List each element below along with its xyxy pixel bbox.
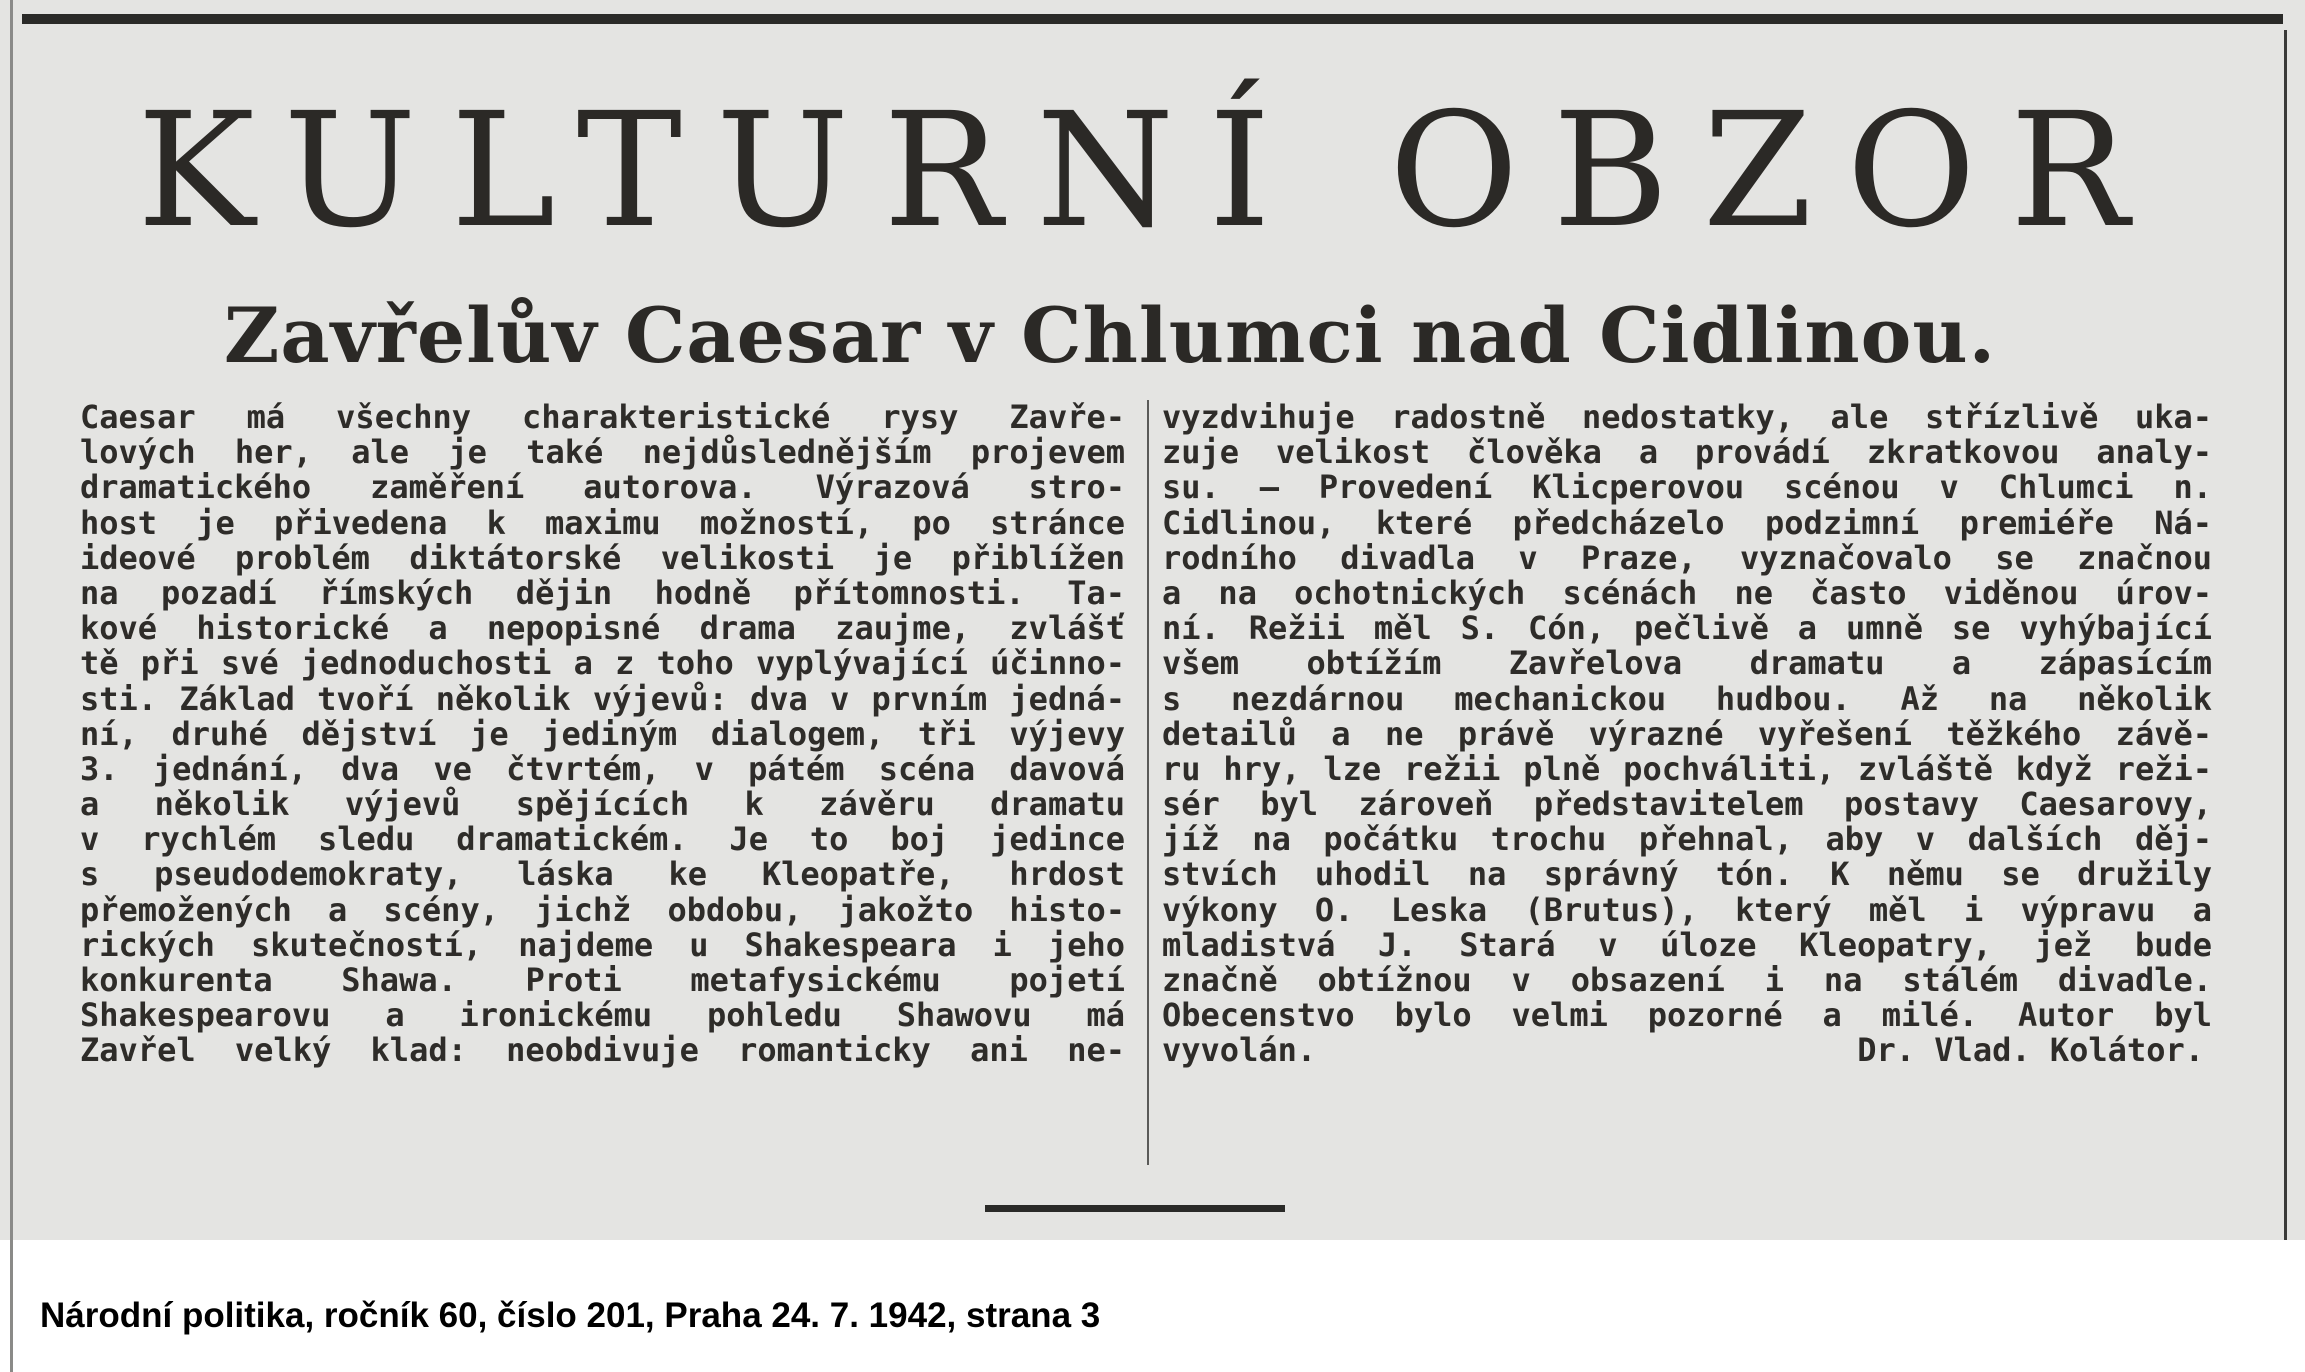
text-line: sér byl zároveň představitelem postavy Caesarovy,: [1162, 785, 2212, 824]
article-column-left: [80, 400, 1125, 1069]
text-line: dramatického zaměření autorova. Výrazová stro-: [80, 468, 1125, 507]
source-caption: Národní politika, ročník 60, číslo 201, Praha 24. 7. 1942, strana 3: [40, 1296, 1101, 1335]
text-line: rodního divadla v Praze, vyznačovalo se značnou: [1162, 538, 2212, 577]
text-line: ní. Režii měl S. Cón, pečlivě a umně se vyhýbající: [1162, 609, 2212, 648]
text-line: su. — Provedení Klicperovou scénou v Chlumci n.: [1162, 468, 2212, 507]
text-line: s pseudodemokraty, láska ke Kleopatře, hrdost: [80, 855, 1125, 894]
text-line: 3. jednání, dva ve čtvrtém, v pátém scéna davová: [80, 749, 1125, 788]
text-line: přemožených a scény, jichž obdobu, jakožto histo-: [80, 890, 1125, 929]
text-line: sti. Základ tvoří několik výjevů: dva v prvním jedná-: [80, 679, 1125, 718]
text-line: tě při své jednoduchosti a z toho vyplývající účinno-: [80, 644, 1125, 683]
text-line: ní, druhé dějství je jediným dialogem, tři výjevy: [80, 714, 1125, 753]
author-signature: Dr. Vlad. Kolátor.: [1857, 1031, 2204, 1070]
text-line: zuje velikost člověka a provádí zkratkovou analy-: [1162, 433, 2212, 472]
text-line: Shakespearovu a ironickému pohledu Shawovu má: [80, 996, 1125, 1035]
text-line: Cidlinou, které předcházelo podzimní premiéře Ná-: [1162, 503, 2212, 542]
text-line: značně obtížnou v obsazení i na stálém divadle.: [1162, 961, 2212, 999]
end-rule: [985, 1205, 1285, 1212]
text-line: detailů a ne právě výrazné vyřešení těžkého závě-: [1162, 714, 2212, 753]
text-line: host je přivedena k maximu možností, po stránce: [80, 503, 1125, 542]
column-divider: [1147, 400, 1149, 1165]
text-line: konkurenta Shawa. Proti metafysickému pojetí: [80, 961, 1125, 999]
final-word: vyvolán.: [1162, 1031, 1317, 1070]
text-line: ru hry, lze režii plně pochváliti, zvláště když reži-: [1162, 749, 2212, 788]
text-line: v rychlém sledu dramatickém. Je to boj jedince: [80, 820, 1125, 859]
article-column-right: [1162, 400, 2212, 1069]
text-line: všem obtížím Zavřelova dramatu a zápasícím: [1162, 644, 2212, 683]
text-line: Zavřel velký klad: neobdivuje romanticky ani ne-: [80, 1031, 1125, 1070]
top-rule: [22, 14, 2283, 24]
text-line: a několik výjevů spějících k závěru dramatu: [80, 785, 1125, 824]
text-line: rických skutečností, najdeme u Shakespeara i jeho: [80, 925, 1125, 964]
article-headline: Zavřelův Caesar v Chlumci nad Cidlinou.: [223, 291, 1997, 380]
text-line: stvích uhodil na správný tón. K němu se družily: [1162, 855, 2212, 894]
text-line: Obecenstvo bylo velmi pozorné a milé. Autor byl: [1162, 996, 2212, 1035]
text-line: s nezdárnou mechanickou hudbou. Až na několik: [1162, 679, 2212, 718]
closing-line: [1162, 1033, 2212, 1068]
text-line: ideové problém diktátorské velikosti je přiblížen: [80, 538, 1125, 577]
text-line: a na ochotnických scénách ne často viděnou úrov-: [1162, 573, 2212, 612]
text-line: kové historické a nepopisné drama zaujme, zvlášť: [80, 609, 1125, 648]
text-line: Caesar má všechny charakteristické rysy Zavře-: [80, 398, 1125, 436]
scan-edge-line: [10, 0, 13, 1372]
section-masthead: KULTURNÍ OBZOR: [137, 79, 2163, 263]
right-rule: [2284, 30, 2287, 1240]
text-line: na pozadí římských dějin hodně přítomnosti. Ta-: [80, 573, 1125, 612]
text-line: vyzdvihuje radostně nedostatky, ale střízlivě uka-: [1162, 398, 2212, 436]
text-line: jíž na počátku trochu přehnal, aby v dalších děj-: [1162, 820, 2212, 859]
text-line: lových her, ale je také nejdůslednějším projevem: [80, 433, 1125, 472]
text-line: mladistvá J. Stará v úloze Kleopatry, jež bude: [1162, 925, 2212, 964]
text-line: výkony O. Leska (Brutus), který měl i výpravu a: [1162, 890, 2212, 929]
